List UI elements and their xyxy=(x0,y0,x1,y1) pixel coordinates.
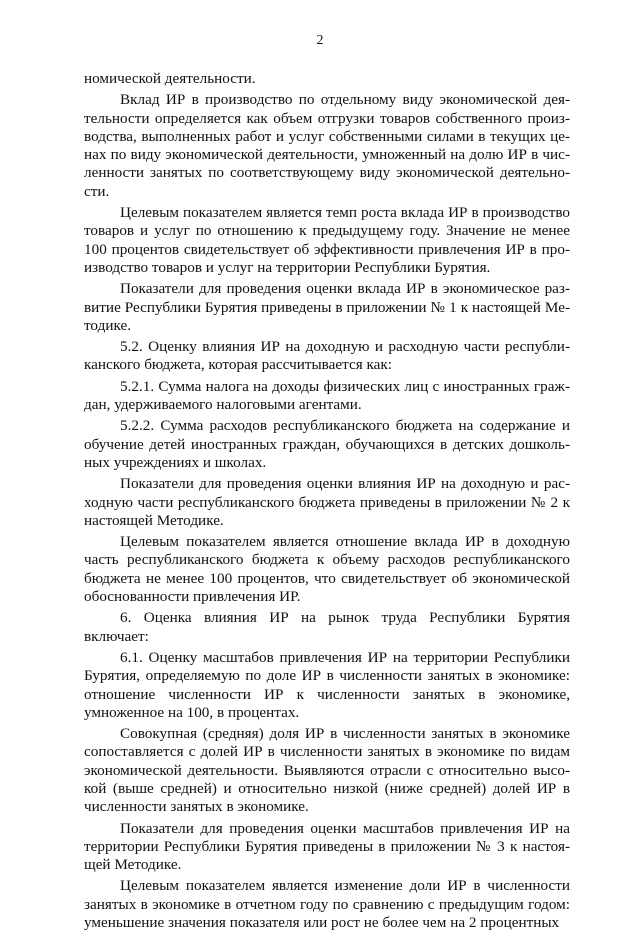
paragraph-8: Показатели для проведения оценки влияния ИР на доходную и расходную части республиканского бюджета приведены в приложении № 2 к настоящей Методике. xyxy=(84,475,570,529)
paragraph-12: Совокупная (средняя) доля ИР в численности занятых в экономике сопоставляется с долей ИР в численности занятых в экономике по видам экономической деятельности. Выявляются отрасли с относительно высокой (выше средней) и относительно низкой (ниже средней) долей ИР в численности занятых в экономике. xyxy=(84,725,570,816)
paragraph-13: Показатели для проведения оценки масштабов привлечения ИР на территории Республики Бурятия приведены в приложении № 3 к настоящей Методике. xyxy=(84,819,570,874)
paragraph-6: 5.2.1. Сумма налога на доходы физических лиц с иностранных граждан, удерживаемого налоговыми агентами. xyxy=(84,377,570,414)
paragraph-10: 6. Оценка влияния ИР на рынок труда Республики Бурятия включает: xyxy=(84,609,570,645)
paragraph-4: Показатели для проведения оценки вклада ИР в экономическое развитие Республики Бурятия приведены в приложении № 1 к настоящей Методике. xyxy=(84,280,570,334)
paragraph-2: Вклад ИР в производство по отдельному виду экономической деятельности определяется как объем отгрузки товаров собственного производства, выполненных работ и услуг собственными силами в текущих ценах по виду экономической деятельности, умноженный на долю ИР в численности занятых по соответствующему виду экономической деятельности. xyxy=(84,91,570,200)
paragraph-14: Целевым показателем является изменение доли ИР в численности занятых в экономике в отчетном году по сравнению с предыдущим годом: уменьшение значения показателя или рост не более чем на 2 процентных xyxy=(84,877,570,932)
paragraph-11: 6.1. Оценку масштабов привлечения ИР на территории Республики Бурятия, определяемую по доле ИР в численности занятых в экономике: отношение численности ИР к численности занятых в экономике, умноженное на 100, в процентах. xyxy=(84,648,570,721)
paragraph-9: Целевым показателем является отношение вклада ИР в доходную часть республиканского бюджета к объему расходов республиканского бюджета не менее 100 процентов, что свидетельствует об экономической обоснованности привлечения ИР. xyxy=(84,533,570,606)
paragraph-7: 5.2.2. Сумма расходов республиканского бюджета на содержание и обучение детей иностранных граждан, обучающихся в детских дошкольных учреждениях и школах. xyxy=(84,417,570,471)
document-body xyxy=(84,70,570,935)
page-number: 2 xyxy=(316,33,324,48)
paragraph-1: номической деятельности. xyxy=(84,70,256,87)
paragraph-5: 5.2. Оценку влияния ИР на доходную и расходную части республиканского бюджета, которая рассчитывается как: xyxy=(84,338,570,374)
paragraph-3: Целевым показателем является темп роста вклада ИР в производство товаров и услуг по отношению к предыдущему году. Значение не менее 100 процентов свидетельствует об эффективности привлечения ИР в производство товаров и услуг на территории Республики Бурятия. xyxy=(84,204,570,276)
